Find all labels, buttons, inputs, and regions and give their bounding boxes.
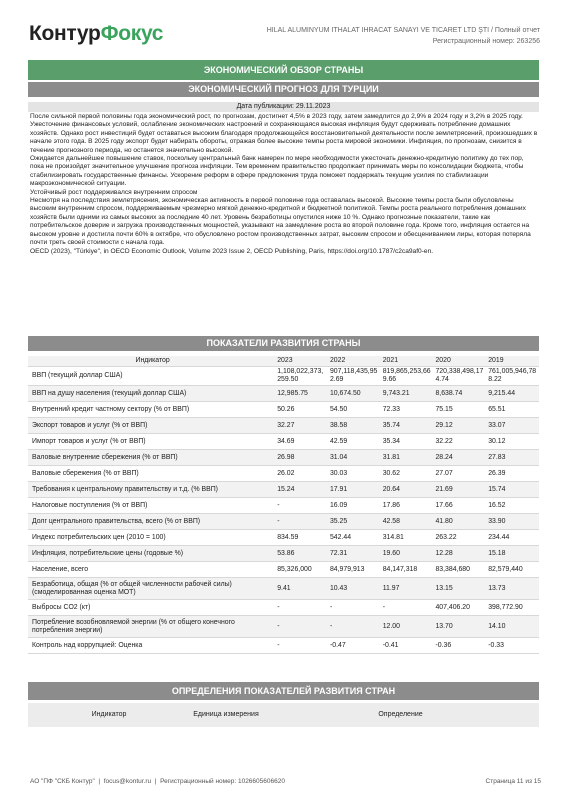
- kontur-focus-logo[interactable]: [29, 22, 163, 46]
- indicator-value: 26.02: [275, 466, 328, 482]
- section-title: ЭКОНОМИЧЕСКИЙ ОБЗОР СТРАНЫ: [28, 60, 539, 80]
- indicator-value: 50.26: [275, 402, 328, 418]
- publication-date: Дата публикации: 29.11.2023: [28, 102, 539, 112]
- indicator-name: Долг центрального правительства, всего (% от ВВП): [28, 514, 275, 530]
- indicator-value: 11.97: [381, 578, 434, 600]
- footer-org: АО "ПФ "СКБ Контур": [30, 778, 95, 785]
- indicator-value: 398,772.90: [486, 600, 539, 616]
- table-row: [28, 514, 539, 530]
- indicator-value: 15.24: [275, 482, 328, 498]
- indicator-name: Индекс потребительских цен (2010 = 100): [28, 530, 275, 546]
- indicator-value: -: [275, 498, 328, 514]
- indicator-value: 42.58: [381, 514, 434, 530]
- table-row: [28, 466, 539, 482]
- indicator-value: 31.81: [381, 450, 434, 466]
- table-row: [28, 367, 539, 386]
- indicator-value: 41.80: [433, 514, 486, 530]
- indicator-value: 42.59: [328, 434, 381, 450]
- indicator-name: Безработица, общая (% от общей численности рабочей силы) (смоделированная оценка МОТ): [28, 578, 275, 600]
- indicator-value: 32.22: [433, 434, 486, 450]
- table-header-row: [28, 356, 539, 367]
- indicator-value: -: [275, 616, 328, 638]
- indicator-value: 20.64: [381, 482, 434, 498]
- indicator-value: 32.27: [275, 418, 328, 434]
- column-header: Индикатор: [28, 356, 275, 367]
- indicator-name: ВВП (текущий доллар США): [28, 367, 275, 386]
- forecast-text: [30, 113, 538, 256]
- indicator-value: 72.33: [381, 402, 434, 418]
- forecast-title: ЭКОНОМИЧЕСКИЙ ПРОГНОЗ ДЛЯ ТУРЦИИ: [28, 82, 539, 97]
- indicator-name: Валовые сбережения (% от ВВП): [28, 466, 275, 482]
- table-row: [28, 482, 539, 498]
- indicator-value: 27.07: [433, 466, 486, 482]
- indicator-value: 907,118,435,952.69: [328, 367, 381, 386]
- indicators-title: ПОКАЗАТЕЛИ РАЗВИТИЯ СТРАНЫ: [28, 336, 539, 351]
- indicator-value: -: [381, 600, 434, 616]
- indicator-value: 10.43: [328, 578, 381, 600]
- reg-number: Регистрационный номер: 263256: [432, 38, 540, 45]
- indicator-name: Потребление возобновляемой энергии (% от общего конечного потребления энергии): [28, 616, 275, 638]
- definitions-table-header: [28, 703, 539, 727]
- indicator-name: Экспорт товаров и услуг (% от ВВП): [28, 418, 275, 434]
- col-unit: Единица измерения: [193, 711, 259, 718]
- table-row: [28, 616, 539, 638]
- indicator-value: 9,215.44: [486, 386, 539, 402]
- table-row: [28, 562, 539, 578]
- indicator-value: 16.09: [328, 498, 381, 514]
- indicator-value: 314.81: [381, 530, 434, 546]
- indicator-value: 12,985.75: [275, 386, 328, 402]
- indicator-value: 17.91: [328, 482, 381, 498]
- indicator-value: 82,579,440: [486, 562, 539, 578]
- year-header: 2023: [275, 356, 328, 367]
- report-header-info: [267, 25, 540, 47]
- indicator-value: 761,005,946,788.22: [486, 367, 539, 386]
- paragraph: Устойчивый рост поддерживался внутренним спросом: [30, 188, 198, 196]
- footer-reg: Регистрационный номер: 1026605606620: [160, 778, 285, 785]
- year-header: 2022: [328, 356, 381, 367]
- indicator-value: 27.83: [486, 450, 539, 466]
- indicator-value: -: [328, 616, 381, 638]
- indicator-value: 12.00: [381, 616, 434, 638]
- paragraph: После сильной первой половины года экономический рост, по прогнозам, достигнет 4,5% в 2023 году, затем замедлится до 2,9% в 2024 году и 3,2% в 2025 году. Ужесточение финансовых условий, ослабление экономических настроений и сохраняющаяся высокая инфляция будут сдерживать потребление домашних хозяйств. Однако рост инвестиций будет оставаться высоким благодаря продолжающейся восстановительной деятельности после землетрясений, произошедших в начале этого года. В 2025 году экспорт будет набирать обороты, отражая более высокие темпы роста мировой экономики. Инфляция, по прогнозам, снизится в течение прогнозного периода, но останется значительно высокой.: [30, 113, 538, 154]
- col-definition: Определение: [378, 711, 423, 718]
- paragraph: Несмотря на последствия землетрясения, экономическая активность в первой половине года оставалась высокой. Высокие темпы роста были обусловлены высоким внутренним спросом, поддерживаемым чрезмерно мягкой денежно-кредитной и бюджетной политикой. Темпы роста реального потребления домашних хозяйств были одними из самых высоких за последние 40 лет. Уровень безработицы опустился ниже 10 %. Однако прогнозные показатели, такие как потребительское доверие и загрузка производственных мощностей, указывают на замедление роста во второй половине года. Кроме того, инфляция остается на высоком уровне и достигла почти 60% в октябре, что обусловлено ростом производственных затрат, высоким спросом и обесцениванием лиры, которая потеряла почти треть своей стоимости с начала года.: [30, 197, 531, 247]
- indicator-value: -0.41: [381, 638, 434, 654]
- indicator-name: ВВП на душу населения (текущий доллар США): [28, 386, 275, 402]
- indicator-value: 84,147,318: [381, 562, 434, 578]
- indicator-value: -0.33: [486, 638, 539, 654]
- indicator-value: -0.47: [328, 638, 381, 654]
- indicator-value: 542.44: [328, 530, 381, 546]
- indicator-value: 29.12: [433, 418, 486, 434]
- table-row: [28, 386, 539, 402]
- indicator-value: 31.04: [328, 450, 381, 466]
- indicator-value: 30.62: [381, 466, 434, 482]
- indicator-value: 21.69: [433, 482, 486, 498]
- indicator-value: -: [275, 514, 328, 530]
- indicator-value: 72.31: [328, 546, 381, 562]
- table-row: [28, 450, 539, 466]
- indicator-value: -: [275, 600, 328, 616]
- indicator-value: 28.24: [433, 450, 486, 466]
- indicator-value: 19.60: [381, 546, 434, 562]
- indicator-value: 53.86: [275, 546, 328, 562]
- indicator-value: 54.50: [328, 402, 381, 418]
- indicator-value: 16.52: [486, 498, 539, 514]
- table-row: [28, 402, 539, 418]
- indicator-value: 15.74: [486, 482, 539, 498]
- indicator-value: 26.39: [486, 466, 539, 482]
- indicator-value: 407,406.20: [433, 600, 486, 616]
- year-header: 2020: [433, 356, 486, 367]
- table-row: [28, 418, 539, 434]
- page-number: Страница 11 из 15: [485, 778, 541, 785]
- indicator-value: 13.70: [433, 616, 486, 638]
- indicators-table: [28, 356, 539, 654]
- indicator-value: 34.69: [275, 434, 328, 450]
- indicator-value: -: [328, 600, 381, 616]
- year-header: 2021: [381, 356, 434, 367]
- indicator-name: Требования к центральному правительству и т.д. (% ВВП): [28, 482, 275, 498]
- indicator-value: 15.18: [486, 546, 539, 562]
- col-indicator: Индикатор: [91, 711, 127, 718]
- indicator-name: Инфляция, потребительские цены (годовые %): [28, 546, 275, 562]
- indicator-value: 9,743.21: [381, 386, 434, 402]
- indicator-value: 819,865,253,669.66: [381, 367, 434, 386]
- indicator-value: 33.90: [486, 514, 539, 530]
- indicator-value: 13.15: [433, 578, 486, 600]
- indicator-value: 85,326,000: [275, 562, 328, 578]
- indicator-name: Импорт товаров и услуг (% от ВВП): [28, 434, 275, 450]
- indicator-value: 12.28: [433, 546, 486, 562]
- indicator-value: 13.73: [486, 578, 539, 600]
- indicator-name: Валовые внутренние сбережения (% от ВВП): [28, 450, 275, 466]
- indicator-value: 33.07: [486, 418, 539, 434]
- logo-focus: Фокус: [100, 22, 164, 45]
- paragraph: Ожидается дальнейшее повышение ставок, поскольку центральный банк намерен по мере необходимости ужесточать денежно-кредитную политику до тех пор, пока не произойдет значительное улучшение прогноза инфляции. Тем временем правительство продолжает принимать меры по консолидации бюджета, чтобы стабилизировать государственные финансы. Ускорение реформ в сфере предложения труда поможет поддержать текущие усилия по стабилизации макроэкономической ситуации.: [30, 155, 524, 188]
- indicator-value: -: [275, 638, 328, 654]
- indicator-value: 14.10: [486, 616, 539, 638]
- indicator-value: 834.59: [275, 530, 328, 546]
- indicator-value: 17.86: [381, 498, 434, 514]
- indicator-name: Налоговые поступления (% от ВВП): [28, 498, 275, 514]
- table-row: [28, 638, 539, 654]
- year-header: 2019: [486, 356, 539, 367]
- indicator-name: Население, всего: [28, 562, 275, 578]
- table-row: [28, 578, 539, 600]
- indicator-value: 17.66: [433, 498, 486, 514]
- indicator-value: 234.44: [486, 530, 539, 546]
- footer-email[interactable]: focus@kontur.ru: [103, 778, 152, 785]
- indicator-value: 35.74: [381, 418, 434, 434]
- indicator-value: 26.98: [275, 450, 328, 466]
- indicator-value: 83,384,680: [433, 562, 486, 578]
- indicator-name: Выбросы CO2 (кт): [28, 600, 275, 616]
- indicator-value: 9.41: [275, 578, 328, 600]
- indicator-value: 30.03: [328, 466, 381, 482]
- indicator-value: 10,674.50: [328, 386, 381, 402]
- indicator-value: 720,338,498,174.74: [433, 367, 486, 386]
- indicator-value: 38.58: [328, 418, 381, 434]
- indicator-name: Контроль над коррупцией: Оценка: [28, 638, 275, 654]
- indicator-value: 30.12: [486, 434, 539, 450]
- indicator-value: 1,108,022,373,259.50: [275, 367, 328, 386]
- indicator-value: 65.51: [486, 402, 539, 418]
- table-row: [28, 530, 539, 546]
- page-footer: АО "ПФ "СКБ Контур" | focus@kontur.ru | Регистрационный номер: 1026605606620 Страница 11 из 15: [30, 778, 541, 785]
- indicator-value: 8,638.74: [433, 386, 486, 402]
- source-citation: OECD (2023), "Türkiye", in OECD Economic Outlook, Volume 2023 Issue 2, OECD Publishing, Paris, https://doi.org/10.1787/c2ca9af0-en.: [30, 247, 434, 255]
- table-row: [28, 546, 539, 562]
- indicator-value: -0.36: [433, 638, 486, 654]
- company-line: HILAL ALUMINYUM ITHALAT IHRACAT SANAYI VE TICARET LTD ŞTI / Полный отчет: [266, 27, 540, 34]
- definitions-title: ОПРЕДЕЛЕНИЯ ПОКАЗАТЕЛЕЙ РАЗВИТИЯ СТРАН: [28, 682, 539, 700]
- indicator-value: 75.15: [433, 402, 486, 418]
- indicator-value: 35.34: [381, 434, 434, 450]
- indicator-value: 84,979,913: [328, 562, 381, 578]
- indicator-value: 35.25: [328, 514, 381, 530]
- table-row: [28, 434, 539, 450]
- logo-kontur: Контур: [29, 22, 101, 45]
- table-row: [28, 498, 539, 514]
- table-row: [28, 600, 539, 616]
- indicator-name: Внутренний кредит частному сектору (% от ВВП): [28, 402, 275, 418]
- indicator-value: 263.22: [433, 530, 486, 546]
